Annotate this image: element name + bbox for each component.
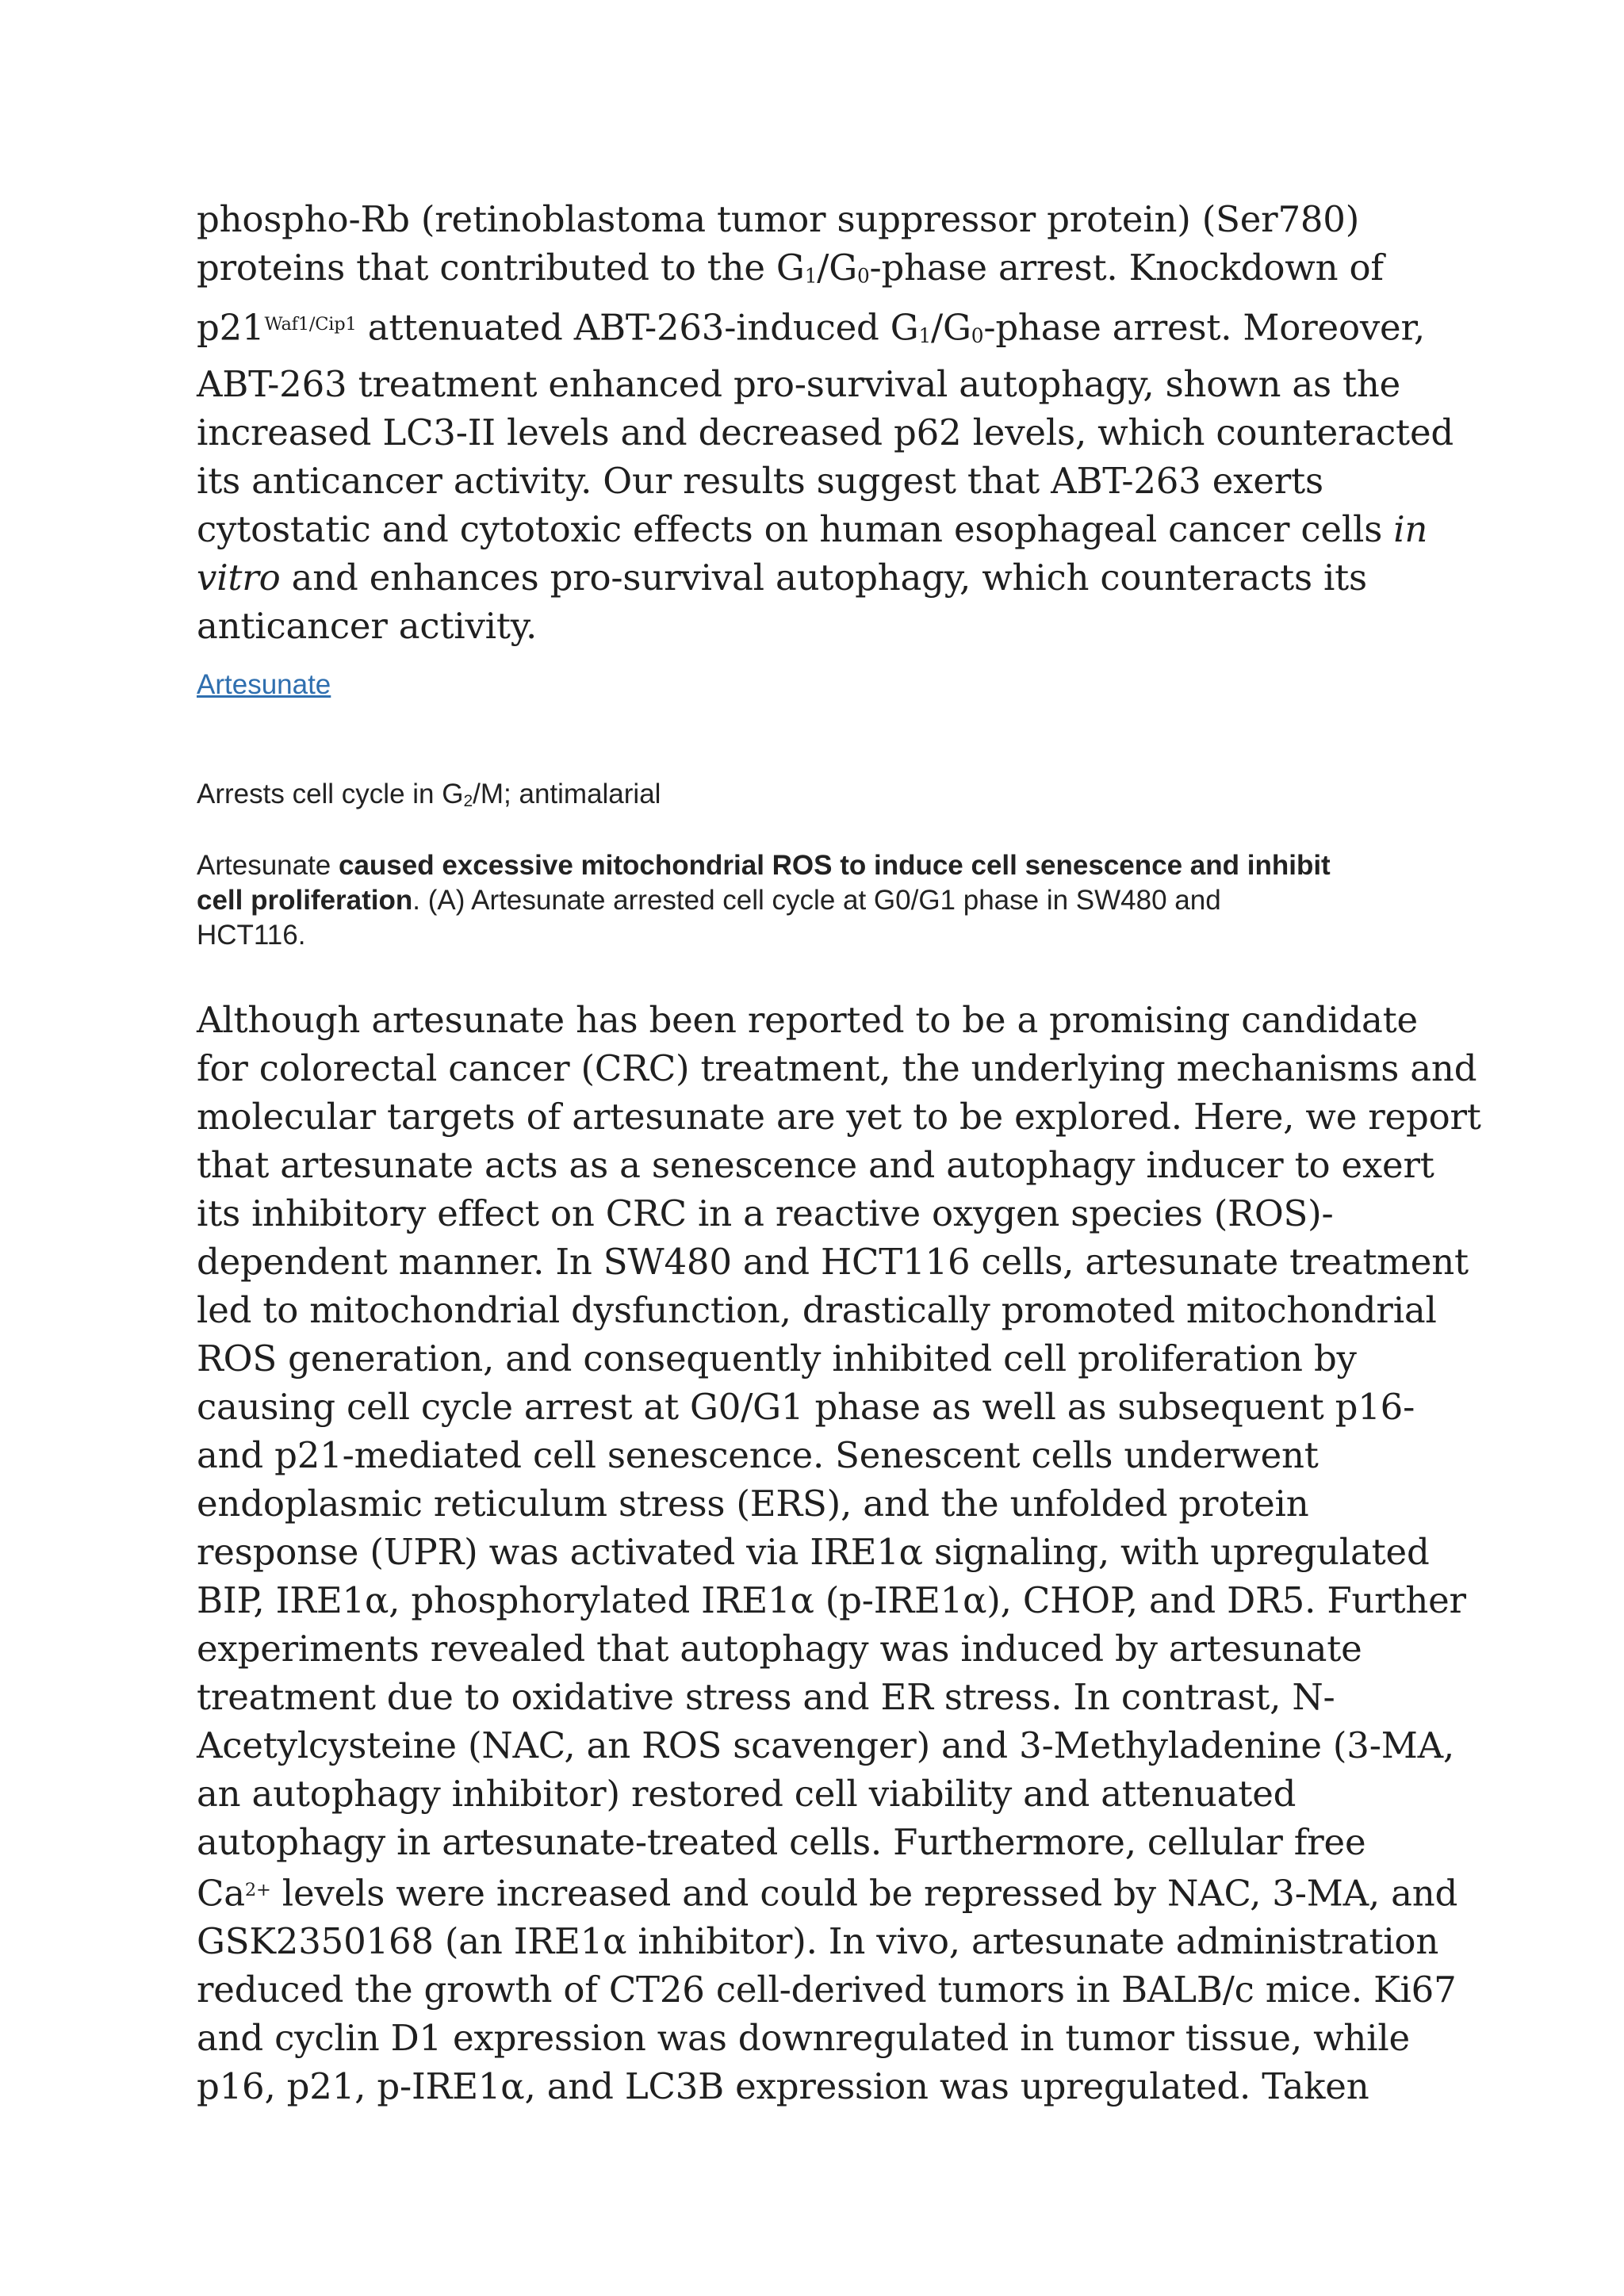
- text-line: cytostatic and cytotoxic effects on human esophageal cancer cells in: [197, 507, 1428, 550]
- text-line: experiments revealed that autophagy was induced by artesunate: [197, 1628, 1362, 1670]
- text-line: ROS generation, and consequently inhibited cell proliferation by: [197, 1337, 1357, 1380]
- text-line: phospho-Rb (retinoblastoma tumor suppressor protein) (Ser780): [197, 198, 1360, 240]
- text-line: dependent manner. In SW480 and HCT116 cells, artesunate treatment: [197, 1241, 1469, 1283]
- text-line: GSK2350168 (an IRE1α inhibitor). In vivo, artesunate administration: [197, 1920, 1439, 1963]
- text-line: for colorectal cancer (CRC) treatment, the underlying mechanisms and: [197, 1047, 1477, 1089]
- text-line: vitro and enhances pro-survival autophagy, which counteracts its: [197, 556, 1367, 599]
- text-line: led to mitochondrial dysfunction, drastically promoted mitochondrial: [197, 1289, 1437, 1331]
- text-line: reduced the growth of CT26 cell-derived tumors in BALB/c mice. Ki67: [197, 1969, 1457, 2011]
- text-line: BIP, IRE1α, phosphorylated IRE1α (p-IRE1α), CHOP, and DR5. Further: [197, 1579, 1466, 1621]
- text-line: its inhibitory effect on CRC in a reactive oxygen species (ROS)-: [197, 1192, 1334, 1234]
- artesunate-link[interactable]: Artesunate: [197, 669, 331, 700]
- paragraph-abt263-abstract: [197, 195, 1454, 650]
- caption-line: cell proliferation. (A) Artesunate arrested cell cycle at G0/G1 phase in SW480 and: [197, 885, 1221, 916]
- text-line: anticancer activity.: [197, 604, 538, 647]
- text-line: Acetylcysteine (NAC, an ROS scavenger) and 3-Methyladenine (3-MA,: [197, 1724, 1454, 1766]
- text-line: $p21^{Waf1/Cip1}$ attenuated ABT-263-induced G1/G0-phase arrest. Moreover,: [197, 306, 1425, 349]
- text-line: treatment due to oxidative stress and ER stress. In contrast, N-: [197, 1676, 1335, 1718]
- text-line: causing cell cycle arrest at G0/G1 phase as well as subsequent p16-: [197, 1386, 1415, 1428]
- text-line: proteins that contributed to the G1/G0-phase arrest. Knockdown of: [197, 247, 1384, 289]
- drug-description: Arrests cell cycle in G2/M; antimalarial: [197, 779, 661, 811]
- text-line: that artesunate acts as a senescence and autophagy inducer to exert: [197, 1144, 1434, 1186]
- text-line: increased LC3-II levels and decreased p62 levels, which counteracted: [197, 411, 1454, 453]
- caption-line: Artesunate caused excessive mitochondrial ROS to induce cell senescence and inhibit: [197, 850, 1331, 881]
- text-line: an autophagy inhibitor) restored cell viability and attenuated: [197, 1773, 1297, 1815]
- text-line: and cyclin D1 expression was downregulated in tumor tissue, while: [197, 2017, 1410, 2060]
- text-line: Although artesunate has been reported to be a promising candidate: [197, 999, 1418, 1041]
- text-line: autophagy in artesunate-treated cells. Furthermore, cellular free: [197, 1821, 1366, 1863]
- text-line: its anticancer activity. Our results suggest that ABT-263 exerts: [197, 459, 1323, 502]
- text-line: p16, p21, p-IRE1α, and LC3B expression was upregulated. Taken: [197, 2065, 1369, 2108]
- text-line: and p21-mediated cell senescence. Senescent cells underwent: [197, 1434, 1319, 1476]
- figure-caption: [197, 848, 1434, 953]
- paragraph-artesunate-abstract: [197, 996, 1481, 2110]
- caption-line: HCT116.: [197, 920, 306, 951]
- text-line: ABT-263 treatment enhanced pro-survival autophagy, shown as the: [197, 362, 1401, 405]
- text-line: molecular targets of artesunate are yet to be explored. Here, we report: [197, 1096, 1481, 1138]
- text-line: response (UPR) was activated via IRE1α signaling, with upregulated: [197, 1531, 1430, 1573]
- text-line: $Ca^{2+}$ levels were increased and could be repressed by NAC, 3-MA, and: [197, 1872, 1458, 1915]
- text-line: endoplasmic reticulum stress (ERS), and the unfolded protein: [197, 1483, 1309, 1525]
